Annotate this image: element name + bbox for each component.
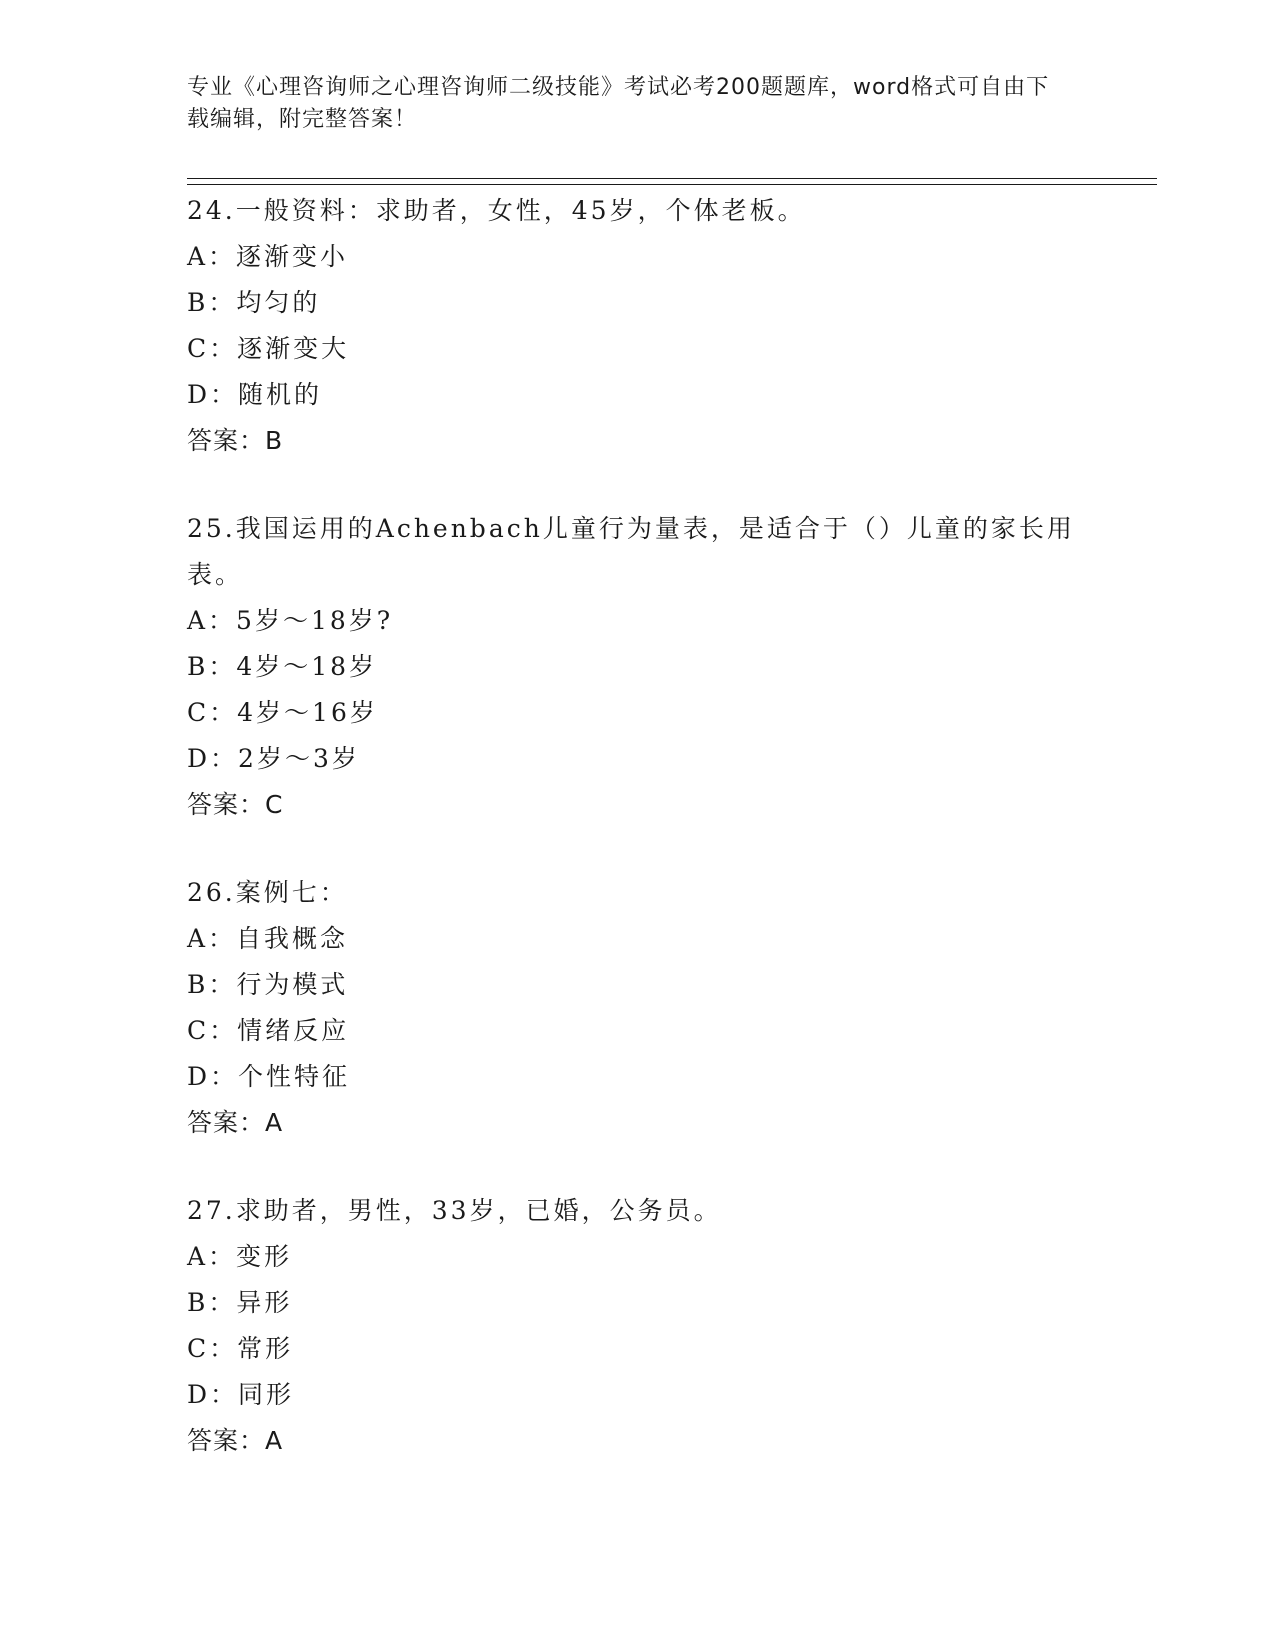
question-stem: 24.一般资料：求助者，女性，45岁，个体老板。: [187, 196, 806, 225]
option-b: B：行为模式: [187, 970, 349, 999]
option-c: C：情绪反应: [187, 1016, 350, 1045]
question-list: [187, 188, 1157, 1506]
option-b: B：均匀的: [187, 288, 321, 317]
question-27: [187, 1188, 1157, 1464]
option-b: B：异形: [187, 1288, 293, 1317]
option-a: A：逐渐变小: [187, 242, 349, 271]
question-stem: 26.案例七：: [187, 878, 348, 907]
question-25: [187, 506, 1157, 828]
option-a: A：5岁～18岁?: [187, 606, 394, 635]
option-d: D：随机的: [187, 380, 323, 409]
option-c: C：常形: [187, 1334, 294, 1363]
answer-line: 答案：A: [187, 1426, 284, 1455]
option-a: A：自我概念: [187, 924, 349, 953]
option-c: C：逐渐变大: [187, 334, 350, 363]
question-26: [187, 870, 1157, 1146]
header-divider: [187, 178, 1157, 185]
answer-line: 答案：B: [187, 426, 284, 455]
option-c: C：4岁～16岁: [187, 698, 378, 727]
option-a: A：变形: [187, 1242, 293, 1271]
option-d: D：个性特征: [187, 1062, 351, 1091]
document-page: [187, 0, 1157, 1650]
document-header: 专业《心理咨询师之心理咨询师二级技能》考试必考200题题库，word格式可自由下载编辑，附完整答案！: [187, 75, 1050, 132]
option-d: D：2岁～3岁: [187, 744, 360, 773]
option-b: B：4岁～18岁: [187, 652, 378, 681]
answer-line: 答案：A: [187, 1108, 284, 1137]
question-stem: 27.求助者，男性，33岁，已婚，公务员。: [187, 1196, 722, 1225]
question-stem: 25.我国运用的Achenbach儿童行为量表，是适合于（）儿童的家长用表。: [187, 514, 1075, 589]
option-d: D：同形: [187, 1380, 295, 1409]
question-24: [187, 188, 1157, 464]
answer-line: 答案：C: [187, 790, 284, 819]
